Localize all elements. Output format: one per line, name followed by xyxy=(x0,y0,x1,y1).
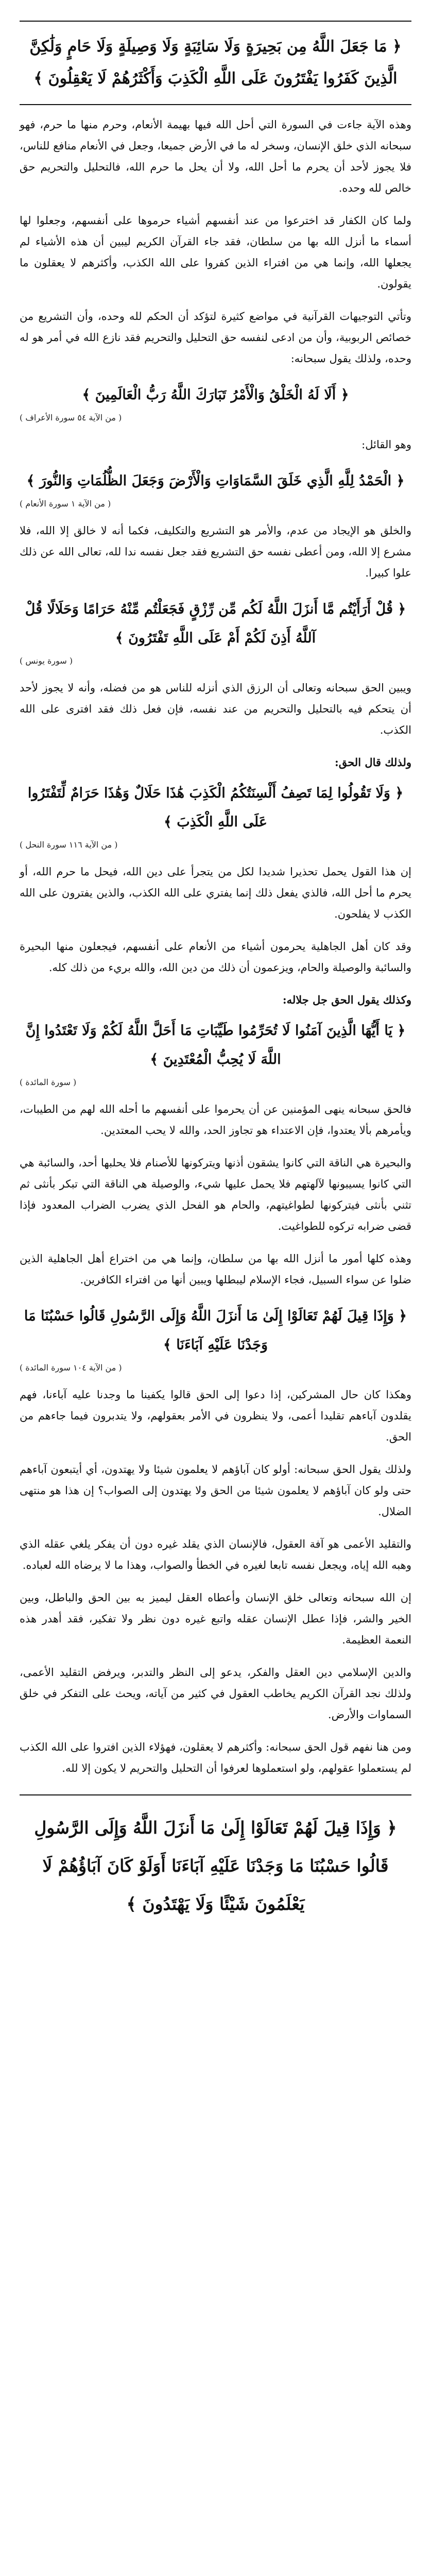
quote-section-3 xyxy=(20,595,411,667)
paragraph-1: وهذه الآية جاءت في السورة التي أحل الله فيها بهيمة الأنعام، وحرم منها ما حرم، فهو سبحانه الذي خلق الإنسان، وسخر له ما في الأرض جميعا، وجعل في الأنعام منافع للناس، فلا يجوز لأحد أن يحرم ما أحل الله، ولا أن يحل ما حرم الله، فالتحليل والتحريم حق خالص لله وحده. xyxy=(20,118,411,194)
section-heading-2: وكذلك يقول الحق جل جلاله: xyxy=(282,993,411,1006)
quote-section-5 xyxy=(20,1016,411,1089)
final-verse: ﴿ وَإِذَا قِيلَ لَهُمْ تَعَالَوْا إِلَىٰ مَا أَنزَلَ اللَّهُ وَإِلَى الرَّسُولِ قَالُوا حَسْبُنَا مَا وَجَدْنَا عَلَيْهِ آبَاءَنَا أَوَلَوْ كَانَ آبَاؤُهُمْ لَا يَعْلَمُونَ شَيْئًا وَلَا يَهْتَدُونَ ﴾ xyxy=(34,1818,397,1914)
paragraph-4: وهو القائل: xyxy=(361,438,411,451)
quote-section-4 xyxy=(20,779,411,851)
paragraph-10: والبحيرة هي الناقة التي كانوا يشقون أذنها ويتركونها للأصنام فلا يحلبها أحد، والسائبة هي التي كانوا يسيبونها لآلهتهم فلا يحمل عليها شيء، والوصيلة هي الناقة التي تبكر بأنثى ثم تثني بأنثى فيتركونها لطواغيتهم، والحام هو الفحل الذي يضرب الضراب المعدود فإذا قضى ضرابه تركوه للطواغيت. xyxy=(20,1157,411,1232)
quran-quote-2: ﴿ الْحَمْدُ لِلَّهِ الَّذِي خَلَقَ السَّمَاوَاتِ وَالْأَرْضَ وَجَعَلَ الظُّلُمَاتِ وَالنُّورَ ﴾ xyxy=(26,473,405,489)
paragraph-14: والتقليد الأعمى هو آفة العقول، فالإنسان الذي يقلد غيره دون أن يفكر يلغي عقله الذي وهبه الله إياه، ويجعل نفسه تابعا لغيره في الخطأ والصواب، وهذا ما لا يرضاه الله لعباده. xyxy=(20,1538,411,1571)
paragraph-16: والدين الإسلامي دين العقل والفكر، يدعو إلى النظر والتدبر، ويرفض التقليد الأعمى، ولذلك نجد القرآن الكريم يخاطب العقول في كثير من آياته، ويحث على التفكر في خلق السماوات والأرض. xyxy=(20,1666,411,1721)
paragraph-3: وتأتي التوجيهات القرآنية في مواضع كثيرة لتؤكد أن الحكم لله وحده، وأن التشريع من خصائص الربوبية، وأن من ادعى لنفسه حق التحليل والتحريم فقد نازع الله في أمر هو له وحده، ولذلك يقول سبحانه: xyxy=(20,310,411,365)
paragraph-6: ويبين الحق سبحانه وتعالى أن الرزق الذي أنزله للناس هو من فضله، وأنه لا يجوز لأحد أن يتحكم فيه بالتحليل والتحريم من عند نفسه، فإن فعل ذلك فقد افترى على الله الكذب. xyxy=(20,682,411,736)
quote-reference-6: ( من الآية ١٠٤ سورة المائدة ) xyxy=(20,1363,122,1372)
quote-reference-4: ( من الآية ١١٦ سورة النحل ) xyxy=(20,840,118,850)
quote-section-1 xyxy=(20,381,411,424)
paragraph-11: وهذه كلها أمور ما أنزل الله بها من سلطان، وإنما هي من اختراع أهل الجاهلية الذين ضلوا عن سواء السبيل، فجاء الإسلام ليبطلها ويبين أنها من افتراء الكافرين. xyxy=(20,1252,411,1286)
top-verse: ﴿ مَا جَعَلَ اللَّهُ مِن بَحِيرَةٍ وَلَا سَائِبَةٍ وَلَا وَصِيلَةٍ وَلَا حَامٍ وَلَٰكِنَّ الَّذِينَ كَفَرُوا يَفْتَرُونَ عَلَى اللَّهِ الْكَذِبَ وَأَكْثَرُهُمْ لَا يَعْقِلُونَ ﴾ xyxy=(29,38,402,88)
quote-reference-1: ( من الآية ٥٤ سورة الأعراف ) xyxy=(20,413,122,422)
paragraph-9: فالحق سبحانه ينهى المؤمنين عن أن يحرموا على أنفسهم ما أحله الله لهم من الطيبات، ويأمرهم بألا يعتدوا، فإن الاعتداء هو تجاوز الحد، والله لا يحب المعتدين. xyxy=(20,1103,411,1137)
top-verse-box xyxy=(20,21,411,105)
quran-quote-1: ﴿ أَلَا لَهُ الْخَلْقُ وَالْأَمْرُ تَبَارَكَ اللَّهُ رَبُّ الْعَالَمِينَ ﴾ xyxy=(82,387,349,403)
quran-quote-5: ﴿ يَا أَيُّهَا الَّذِينَ آمَنُوا لَا تُحَرِّمُوا طَيِّبَاتِ مَا أَحَلَّ اللَّهُ لَكُمْ وَلَا تَعْتَدُوا إِنَّ اللَّهَ لَا يُحِبُّ الْمُعْتَدِينَ ﴾ xyxy=(25,1023,406,1067)
paragraph-5: والخلق هو الإيجاد من عدم، والأمر هو التشريع والتكليف، فكما أنه لا خالق إلا الله، فلا مشرع إلا الله، ومن أعطى نفسه حق التشريع فقد جعل نفسه ندا لله، تعالى الله عن ذلك علوا كبيرا. xyxy=(20,524,411,579)
paragraph-15: إن الله سبحانه وتعالى خلق الإنسان وأعطاه العقل ليميز به بين الحق والباطل، وبين الخير والشر، فإذا عطل الإنسان عقله واتبع غيره دون نظر ولا تفكير، فقد أهدر هذه النعمة العظيمة. xyxy=(20,1591,411,1646)
quote-reference-5: ( سورة المائدة ) xyxy=(20,1077,77,1087)
section-heading-1: ولذلك قال الحق: xyxy=(334,756,411,769)
paragraph-8: وقد كان أهل الجاهلية يحرمون أشياء من الأنعام على أنفسهم، فيجعلون منها البحيرة والسائبة والوصيلة والحام، ويزعمون أن ذلك من دين الله، والله بريء من ذلك كله. xyxy=(20,940,411,974)
quran-quote-4: ﴿ وَلَا تَقُولُوا لِمَا تَصِفُ أَلْسِنَتُكُمُ الْكَذِبَ هَٰذَا حَلَالٌ وَهَٰذَا حَرَامٌ لِّتَفْتَرُوا عَلَى اللَّهِ الْكَذِبَ ﴾ xyxy=(27,785,404,830)
final-verse-box xyxy=(20,1794,411,1923)
paragraph-7: إن هذا القول يحمل تحذيرا شديدا لكل من يتجرأ على دين الله، فيحل ما حرم الله، أو يحرم ما أحل الله، فالذي يفعل ذلك إنما يفتري على الله الكذب، والذين يفترون على الله الكذب لا يفلحون. xyxy=(20,866,411,920)
quote-section-6 xyxy=(20,1302,411,1374)
quote-reference-3: ( سورة يونس ) xyxy=(20,656,73,666)
quran-quote-6: ﴿ وَإِذَا قِيلَ لَهُمْ تَعَالَوْا إِلَىٰ مَا أَنزَلَ اللَّهُ وَإِلَى الرَّسُولِ قَالُوا حَسْبُنَا مَا وَجَدْنَا عَلَيْهِ آبَاءَنَا ﴾ xyxy=(24,1308,407,1353)
paragraph-12: وهكذا كان حال المشركين، إذا دعوا إلى الحق قالوا يكفينا ما وجدنا عليه آباءنا، فهم يقلدون آباءهم تقليدا أعمى، ولا ينظرون في الأمر بعقولهم، ولا يتدبرون فيما جاءهم من الحق. xyxy=(20,1388,411,1443)
quran-quote-3: ﴿ قُلْ أَرَأَيْتُم مَّا أَنزَلَ اللَّهُ لَكُم مِّن رِّزْقٍ فَجَعَلْتُم مِّنْهُ حَرَامًا وَحَلَالًا قُلْ آللَّهُ أَذِنَ لَكُمْ أَمْ عَلَى اللَّهِ تَفْتَرُونَ ﴾ xyxy=(25,601,406,646)
paragraph-17: ومن هنا نفهم قول الحق سبحانه: وأكثرهم لا يعقلون، فهؤلاء الذين افتروا على الله الكذب لم يستعملوا عقولهم، ولو استعملوها لعرفوا أن التحليل والتحريم لا يكون إلا لله. xyxy=(20,1741,411,1774)
quote-reference-2: ( من الآية ١ سورة الأنعام ) xyxy=(20,499,111,509)
paragraph-13: ولذلك يقول الحق سبحانه: أولو كان آباؤهم لا يعلمون شيئا ولا يهتدون، أي أيتبعون آباءهم حتى ولو كان آباؤهم لا يعلمون شيئا من الحق ولا يهتدون إلى الصواب؟ إن هذا هو منتهى الضلال. xyxy=(20,1463,411,1518)
quote-section-2 xyxy=(20,467,411,510)
paragraph-2: ولما كان الكفار قد اخترعوا من عند أنفسهم أشياء حرموها على أنفسهم، وجعلوا لها أسماء ما أنزل الله بها من سلطان، فقد جاء القرآن الكريم ليبين أن هذه الأشياء لم يجعلها الله، وإنما هي من افتراء الذين كفروا على الله الكذب، وأكثرهم لا يعقلون ما يقولون. xyxy=(20,214,411,290)
